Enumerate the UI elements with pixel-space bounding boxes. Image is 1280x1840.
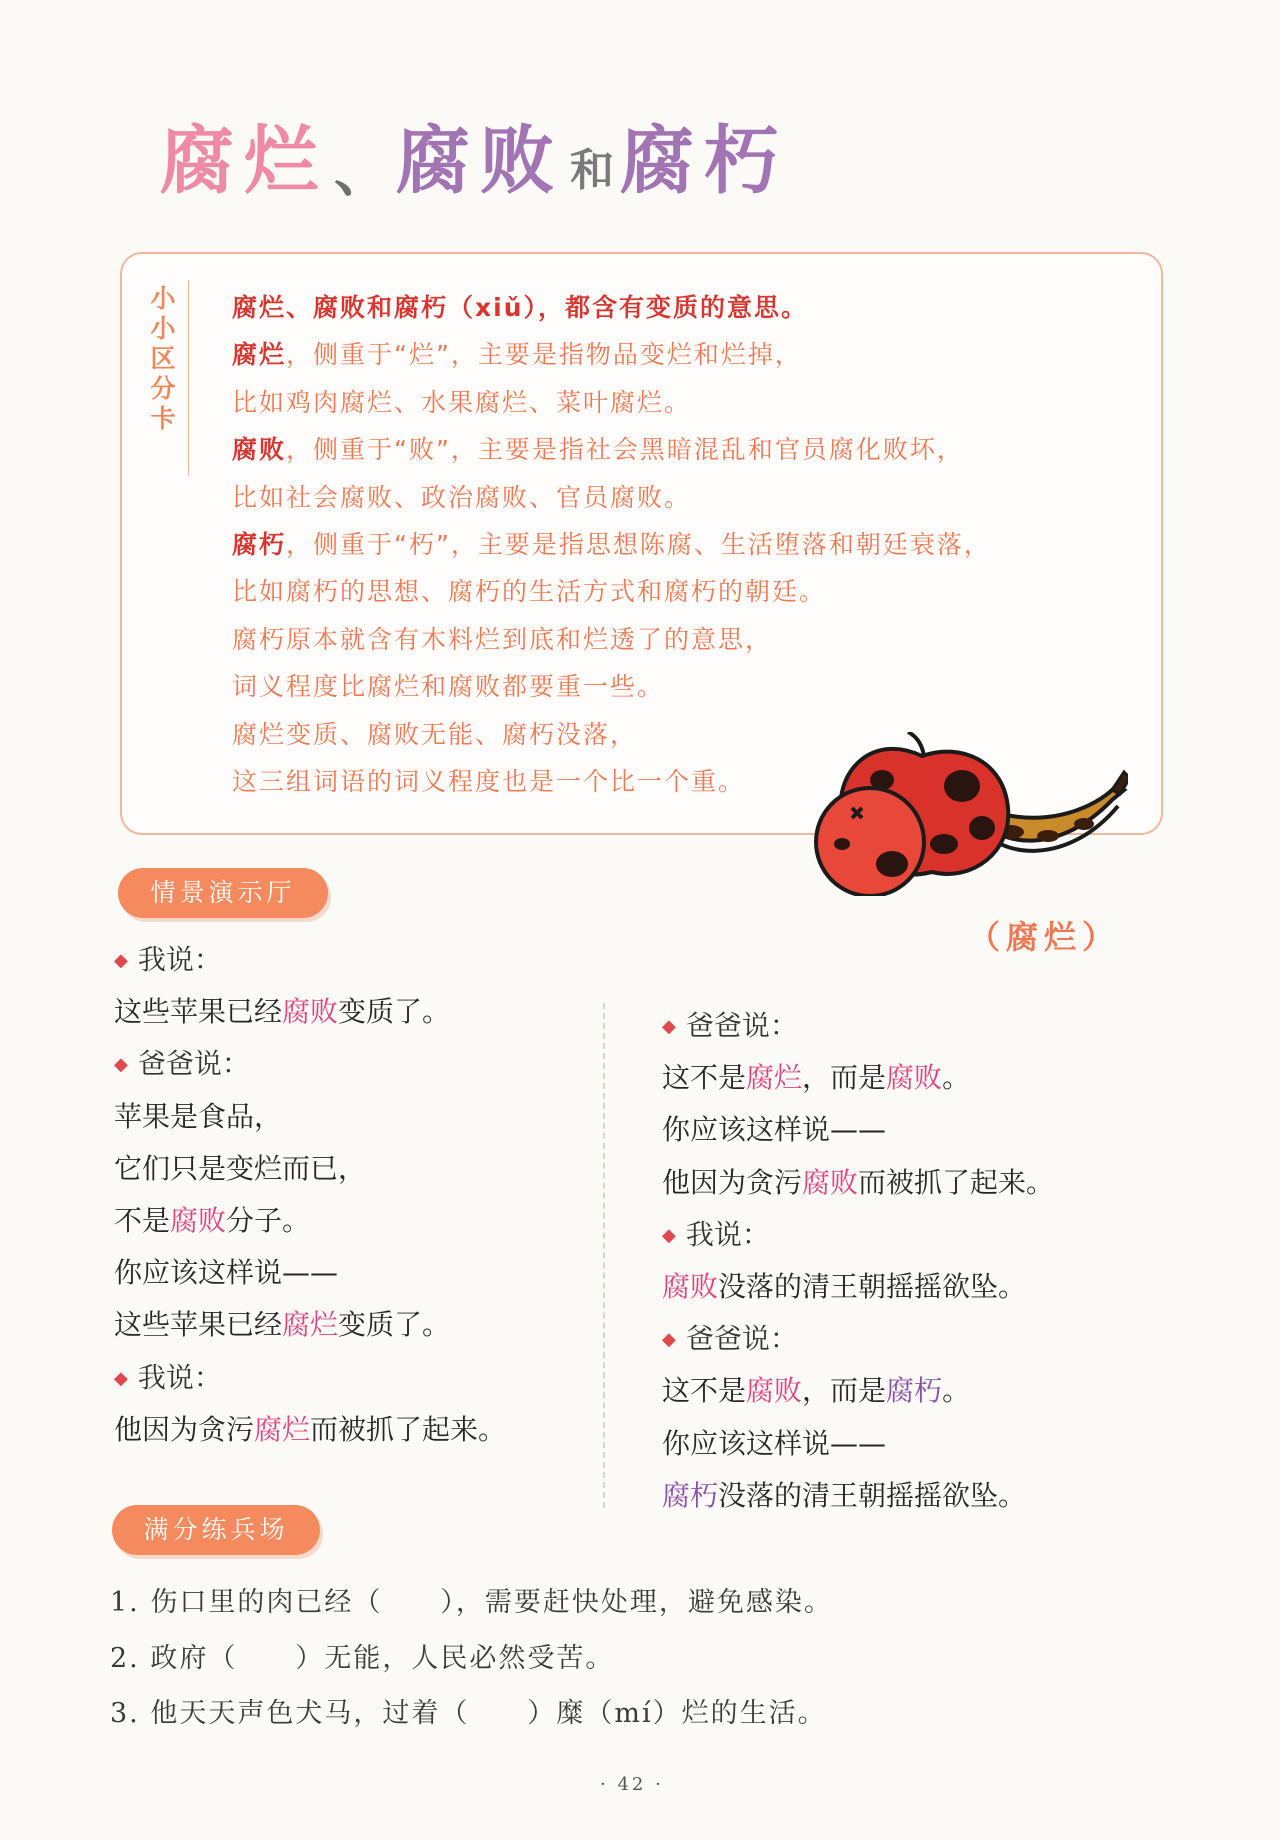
dialog-text-segment: 他因为贪污: [114, 1412, 255, 1446]
page-number: · 42 ·: [600, 1774, 664, 1795]
card-text-segment: ，侧重于“朽”，主要是指思想陈腐、生活堕落和朝廷衰落，: [286, 530, 991, 560]
highlighted-word: 腐朽: [886, 1374, 943, 1408]
dialog-line: [114, 1195, 506, 1247]
title-conjunction: 和: [570, 145, 614, 196]
card-line: [232, 331, 1141, 378]
speaker-label: 爸爸说：: [137, 1047, 250, 1081]
card-term: 腐朽: [232, 530, 287, 560]
dialog-text-segment: 这不是: [662, 1061, 747, 1095]
dialog-text-segment: 你应该这样说——: [662, 1426, 887, 1460]
highlighted-word: 腐败: [170, 1203, 227, 1237]
speaker-label: 爸爸说：: [685, 1009, 798, 1042]
speaker-label: 爸爸说：: [685, 1322, 798, 1356]
exercise-item: 2. 政府（ ）无能，人民必然受苦。: [110, 1642, 615, 1674]
card-term: 腐烂、腐败和腐朽（xiǔ），都含有变质的意思。: [232, 293, 808, 322]
card-divider: [188, 280, 189, 476]
dialog-text-segment: 这些苹果已经: [114, 1308, 283, 1342]
dialog-text-segment: 你应该这样说——: [114, 1256, 339, 1290]
card-text-segment: 比如社会腐败、政治腐败、官员腐败。: [232, 482, 692, 512]
dialog-right-column: [662, 1000, 1054, 1522]
dialog-text-segment: 没落的清王朝摇摇欲坠。: [718, 1478, 1027, 1512]
dialog-line: [114, 1404, 506, 1456]
dialog-line: [662, 1157, 1054, 1209]
dialog-text-segment: 。: [942, 1374, 971, 1408]
dialog-text-segment: 他因为贪污: [662, 1165, 803, 1199]
highlighted-word: 腐败: [802, 1165, 859, 1199]
card-text-segment: 腐朽原本就含有木料烂到底和烂透了的意思，: [232, 624, 773, 654]
dialog-text-segment: 。: [942, 1061, 971, 1095]
diamond-bullet-icon: ◆: [662, 1329, 676, 1351]
speaker-line: [114, 1038, 506, 1090]
speaker-label: 我说：: [137, 1360, 222, 1394]
title-word-3: 腐朽: [620, 118, 788, 204]
speaker-label: 我说：: [685, 1217, 770, 1251]
speaker-label: 我说：: [137, 943, 222, 976]
diamond-bullet-icon: ◆: [114, 1054, 128, 1076]
diamond-bullet-icon: ◆: [114, 950, 128, 971]
card-text-segment: ，侧重于“烂”，主要是指物品变烂和烂掉，: [286, 340, 802, 370]
dialog-line: [662, 1261, 1054, 1313]
highlighted-word: 腐败: [282, 995, 339, 1029]
dialog-line: [662, 1418, 1054, 1470]
section-label-practice: 满分练兵场: [112, 1505, 320, 1555]
highlighted-word: 腐烂: [746, 1061, 803, 1095]
card-text-segment: 比如腐朽的思想、腐朽的生活方式和腐朽的朝廷。: [232, 577, 827, 607]
column-divider: [603, 1003, 605, 1508]
card-tag-char: 卡: [150, 404, 176, 433]
dialog-text-segment: ，而是: [802, 1061, 887, 1095]
speaker-line: [114, 1352, 506, 1404]
card-term: 腐烂: [232, 340, 287, 370]
dialog-text-segment: 变质了。: [338, 1308, 451, 1342]
page-title: [160, 118, 788, 208]
card-tag-char: 小: [150, 284, 176, 313]
speaker-line: [662, 1000, 1054, 1052]
card-text-segment: 腐烂变质、腐败无能、腐朽没落，: [232, 719, 638, 749]
dialog-text-segment: 苹果是食品，: [114, 1099, 283, 1133]
card-text-segment: 这三组词语的词义程度也是一个比一个重。: [232, 767, 746, 797]
rotten-fruit-icon: [812, 732, 1128, 896]
card-line: [232, 426, 1141, 473]
card-line: [232, 474, 1141, 521]
card-line: [232, 521, 1141, 568]
highlighted-word: 腐败: [746, 1374, 803, 1408]
card-tag-char: 小: [150, 314, 176, 343]
card-line: [232, 284, 1141, 331]
highlighted-word: 腐朽: [662, 1478, 719, 1512]
dialog-text-segment: 变质了。: [338, 995, 451, 1029]
dialog-text-segment: 这不是: [662, 1374, 747, 1408]
dialog-text-segment: 不是: [114, 1203, 171, 1237]
diamond-bullet-icon: ◆: [662, 1016, 676, 1037]
card-text-segment: ，侧重于“败”，主要是指社会黑暗混乱和官员腐化败坏，: [286, 435, 964, 465]
card-text-segment: 词义程度比腐烂和腐败都要重一些。: [232, 672, 665, 702]
dialog-text-segment: 没落的清王朝摇摇欲坠。: [718, 1269, 1027, 1303]
diamond-bullet-icon: ◆: [114, 1367, 128, 1389]
highlighted-word: 腐烂: [282, 1308, 339, 1342]
dialog-text-segment: 分子。: [226, 1203, 311, 1237]
exercise-item: 3. 他天天声色犬马，过着（ ）糜（mí）烂的生活。: [110, 1698, 827, 1729]
dialog-line: [662, 1052, 1054, 1104]
card-text: [232, 284, 1141, 805]
dialog-line: [114, 1247, 506, 1299]
dialog-line: [114, 986, 506, 1038]
exercise-item: 1. 伤口里的肉已经（ ），需要赶快处理，避免感染。: [110, 1587, 833, 1618]
dialog-line: [114, 1143, 506, 1195]
card-line: [232, 616, 1141, 663]
title-separator: 、: [334, 140, 390, 205]
dialog-left-column: [114, 934, 506, 1456]
diamond-bullet-icon: ◆: [662, 1224, 676, 1246]
title-word-1: 腐烂: [160, 118, 328, 204]
card-tag: [148, 284, 178, 434]
card-line: [232, 568, 1141, 615]
speaker-line: [662, 1209, 1054, 1261]
speaker-line: [662, 1313, 1054, 1365]
dialog-text-segment: 你应该这样说——: [662, 1113, 887, 1147]
dialog-text-segment: 而被抓了起来。: [858, 1165, 1055, 1199]
dialog-text-segment: 它们只是变烂而已，: [114, 1151, 367, 1185]
dialog-line: [662, 1365, 1054, 1417]
dialog-line: [114, 1299, 506, 1351]
highlighted-word: 腐败: [662, 1269, 719, 1303]
dialog-line: [114, 1091, 506, 1143]
dialog-line: [662, 1104, 1054, 1156]
card-line: [232, 379, 1141, 426]
highlighted-word: 腐烂: [254, 1412, 311, 1446]
dialog-text-segment: 这些苹果已经: [114, 995, 283, 1029]
card-line: [232, 663, 1141, 710]
illustration-caption: （腐烂）: [968, 918, 1121, 956]
speaker-line: [114, 934, 506, 986]
card-term: 腐败: [232, 435, 287, 465]
card-text-segment: 比如鸡肉腐烂、水果腐烂、菜叶腐烂。: [232, 387, 692, 417]
dialog-text-segment: 而被抓了起来。: [310, 1412, 507, 1446]
title-word-2: 腐败: [396, 118, 564, 204]
dialog-text-segment: ，而是: [802, 1374, 887, 1408]
card-tag-char: 分: [150, 374, 176, 403]
highlighted-word: 腐败: [886, 1061, 943, 1095]
exercise-list: [110, 1575, 833, 1742]
section-label-scene: 情景演示厅: [118, 868, 328, 918]
card-tag-char: 区: [150, 344, 176, 373]
dialog-line: [662, 1470, 1054, 1522]
